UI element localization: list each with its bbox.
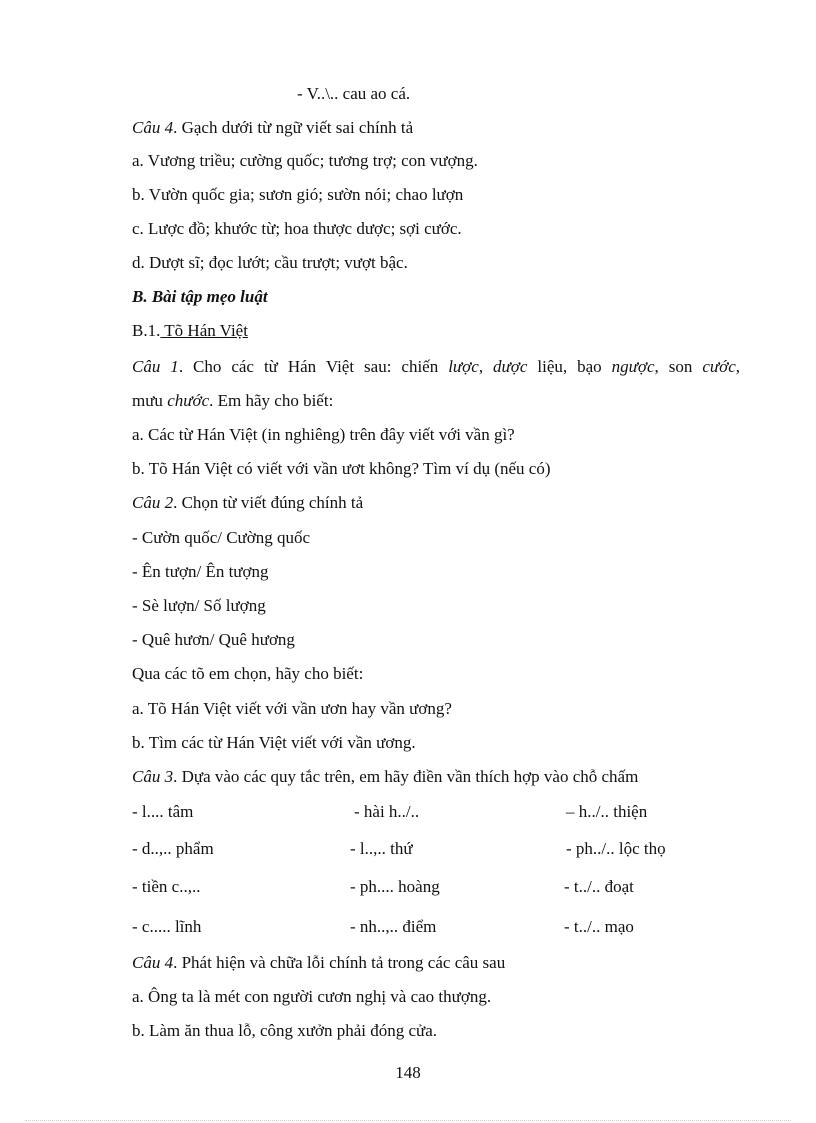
question-text: mưu [132,391,168,410]
sub-question: a. Ông ta là mét con người cươn nghị và cao thượng. [132,987,492,1006]
sub-question: a. Các từ Hán Việt (in nghiêng) trên đây viết với vần gì? [132,425,515,444]
question-heading [132,492,363,514]
fill-item: - l..,.. thứ [350,839,413,858]
choice-item: - Ên tượn/ Ên tượng [132,562,269,581]
choice-item: - Quê hươn/ Quê hương [132,630,295,649]
question-text: . Phát hiện và chữa lỗi chính tả trong các câu sau [173,953,506,972]
fill-item: - hài h../.. [354,802,420,821]
text-line: Qua các tõ em chọn, hãy cho biết: [132,664,364,683]
italic-word: chước [167,391,210,410]
question-text: . Em hãy cho biết: [209,391,334,410]
fill-item: - l.... tâm [132,802,194,821]
fill-item: - t../.. mạo [564,917,634,936]
question-heading [132,766,638,788]
subsection-heading [132,320,248,342]
question-text: . Dựa vào các quy tắc trên, em hãy điền vần thích hợp vào chỗ chấm [173,767,639,786]
section-heading: B. Bài tập mẹo luật [132,287,268,306]
answer-option: c. Lược đồ; khước từ; hoa thược dược; sợi cước. [132,219,462,238]
question-heading [132,952,505,974]
question-label: Câu 3 [132,767,174,786]
text-line: - V..\.. cau ao cá. [297,84,411,103]
fill-item: - t../.. đoạt [564,877,634,896]
choice-item: - Cườn quốc/ Cường quốc [132,528,311,547]
subsection-number: B.1. [132,321,161,340]
page-divider [25,1120,791,1121]
question-text: , son [654,357,703,376]
question-label: Câu 2 [132,493,174,512]
question-text: liệu, bạo [527,357,612,376]
italic-word: cước [702,357,736,376]
subsection-title: Tõ Hán Việt [160,321,248,340]
answer-option: b. Vườn quốc gia; sươn gió; sườn nói; chao lượn [132,185,464,204]
fill-item: - d..,.. phẩm [132,839,214,858]
question-heading [132,117,413,139]
question-text: , [735,357,741,376]
question-label: Câu 4 [132,953,174,972]
question-heading [132,356,740,378]
sub-question: b. Tìm các từ Hán Việt viết với vần ương. [132,733,416,752]
fill-item: – h../.. thiện [566,802,648,821]
question-text: . Cho các từ Hán Việt sau: chiến [178,357,449,376]
italic-word: ngược [611,357,655,376]
italic-word: dược [493,357,528,376]
question-text: . Chọn từ viết đúng chính tả [173,493,364,512]
fill-item: - ph../.. lộc thọ [566,839,666,858]
fill-item: - tiền c..,.. [132,877,201,896]
answer-option: d. Dượt sĩ; đọc lướt; cầu trượt; vượt bậc. [132,253,408,272]
page-number: 148 [395,1063,421,1082]
sub-question: b. Tõ Hán Việt có viết với vần ươt không? Tìm ví dụ (nếu có) [132,459,551,478]
fill-item: - nh..,.. điểm [350,917,437,936]
question-text: . Gạch dưới từ ngữ viết sai chính tả [173,118,414,137]
fill-item: - ph.... hoàng [350,877,440,896]
question-label: Câu 1 [132,357,179,376]
fill-item: - c..... lĩnh [132,917,202,936]
italic-word: lược [448,357,479,376]
answer-option: a. Vương triều; cường quốc; tương trợ; con vượng. [132,151,478,170]
sub-question: b. Làm ăn thua lỗ, công xưởn phải đóng cửa. [132,1021,438,1040]
question-text-continued [132,390,333,412]
sub-question: a. Tõ Hán Việt viết với vần ươn hay vần ương? [132,699,452,718]
choice-item: - Sè lượn/ Số lượng [132,596,266,615]
question-label: Câu 4 [132,118,174,137]
question-text: , [478,357,494,376]
